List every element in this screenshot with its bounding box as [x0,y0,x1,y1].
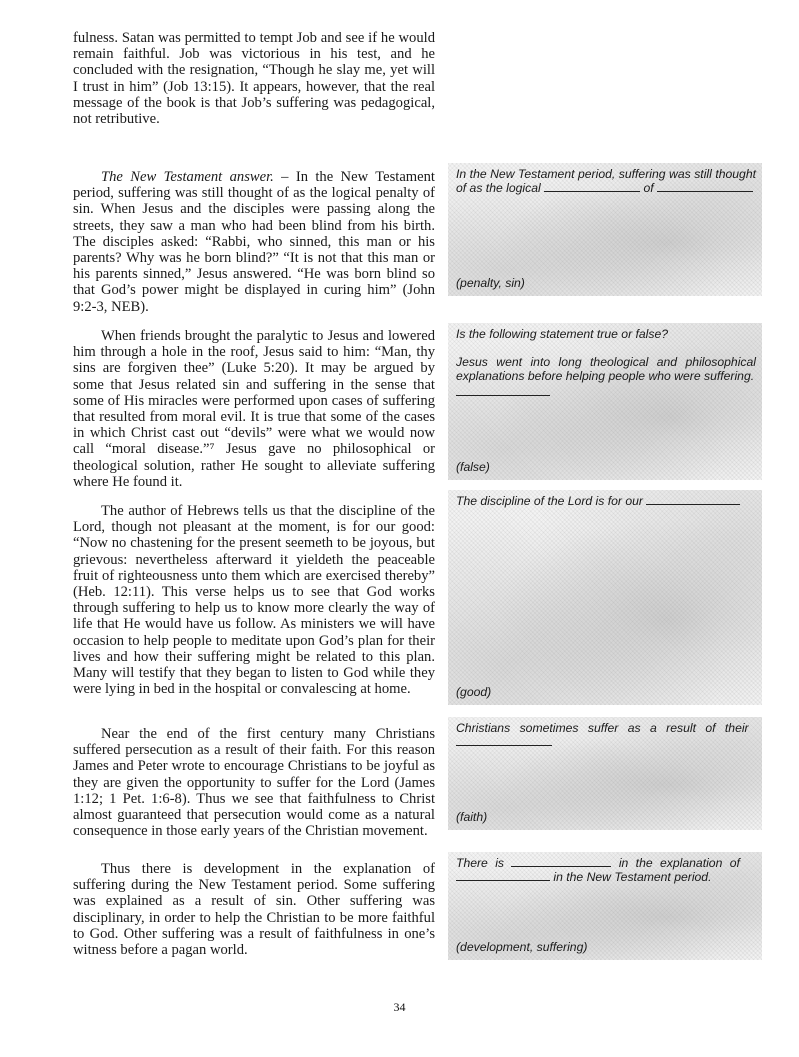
paragraph-persecution: Near the end of the first century many Christians suffered persecution as a result of their faith. For this reason James and Peter wrote to encourage Christians to be joyful as they are given the opportunity to suffer for the Lord (James 1:12; 1 Pet. 1:6-8). Thus we see that faithfulness to Christ almost guaranteed that persecution would come as a natural consequence in those early years of the Christian movement. [73,726,435,840]
review-frame-development [448,852,762,960]
frame-question: Is the following statement true or false? [456,327,669,341]
answer-blank[interactable] [646,494,740,505]
review-frame-penalty [448,163,762,296]
paragraph-text: – In the New Testament period, suffering was still thought of as the logical penalty of sin. When Jesus and the disciples were passing along the streets, they saw a man who had been blind from his birth. The disciples asked: “Rabbi, who sinned, this man or his parents? Why was he born blind?” “It is not that this man or his parents sinned,” Jesus answered. “He was born blind so that God’s power might be displayed in curing him” (John 9:2-3, NEB). [73,169,435,315]
answer-blank[interactable] [511,856,611,867]
paragraph-job-conclusion: fulness. Satan was permitted to tempt Job and see if he would remain faithful. Job was victorious in his test, and he concluded with the resignation, “Though he slay me, yet will I trust in him” (Job 13:15). It appears, however, that the real message of the book is that Job’s suffering was pedagogical, not retributive. [73,30,435,128]
frame-prompt-line1: There is in the explanation of [456,856,740,870]
answer-blank[interactable] [456,385,550,396]
review-frame-discipline [448,490,762,705]
page-number: 34 [393,1000,406,1014]
frame-answer: (good) [456,685,492,699]
frame-prompt: Christians sometimes suffer as a result of their [456,721,749,735]
answer-blank[interactable] [456,735,552,746]
frame-prompt-line2: in the New Testament period. [456,870,756,884]
paragraph-development-summary: Thus there is development in the explanation of suffering during the New Testament period. Some suffering was explained as a result of sin. Other suffering was disciplinary, in order to help the Christian to be more faithful to God. Other suffering was a result of faithfulness in one’s witness before a pagan world. [73,861,435,959]
review-frame-true-false [448,323,762,480]
paragraph-hebrews-discipline: The author of Hebrews tells us that the discipline of the Lord, though not pleasant at the moment, is for our good: “Now no chastening for the present seemeth to be joyous, but grievous: nevertheless afterward it yieldeth the peaceable fruit of righteousness unto them which are exercised thereby” (Heb. 12:11). This verse helps us to see that God works through suffering to help us to know more clearly the way of life that He would have us follow. As ministers we will have occasion to help people to meditate upon God’s plan for their lives and how their suffering might be related to this plan. Many will testify that they began to listen to God while they were lying in bed in the hospital or convalescing at home. [73,503,435,698]
paragraph-paralytic: When friends brought the paralytic to Jesus and lowered him through a hole in the roof, Jesus said to him: “Man, thy sins are forgiven thee” (Luke 5:20). It may be argued by some that Jesus related sin and suffering in the sense that some of His miracles were performed upon cases of suffering that resulted from moral evil. It is true that some of the cases in which Christ cast out “devils” were what we would now call “moral disease.”⁷ Jesus gave no philosophical or theological solution, rather He sought to alleviate suffering where He found it. [73,328,435,490]
section-heading-new-testament-answer: The New Testament answer. [101,169,274,185]
frame-answer: (penalty, sin) [456,276,525,290]
frame-prompt: In the New Testament period, suffering was still thought of as the logical of [456,167,756,195]
answer-blank[interactable] [456,870,550,881]
review-frame-faith [448,717,762,830]
frame-answer: (false) [456,460,490,474]
frame-answer: (faith) [456,810,488,824]
paragraph-new-testament-answer [73,169,435,315]
frame-answer: (development, suffering) [456,940,588,954]
frame-prompt: The discipline of the Lord is for our [456,494,756,508]
answer-blank[interactable] [544,181,640,192]
frame-statement: Jesus went into long theological and philosophical explanations before helping people who were suffering. [456,355,756,383]
answer-blank[interactable] [657,181,753,192]
